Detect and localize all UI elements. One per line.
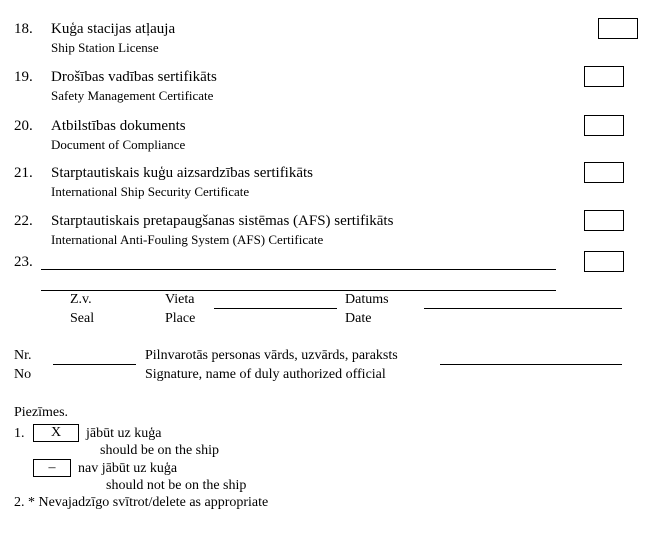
item-22-number: 22.	[14, 213, 33, 229]
number-label-lv: Nr.	[14, 348, 32, 363]
item-19-english-label: Safety Management Certificate	[51, 88, 214, 103]
item-19-number: 19.	[14, 69, 33, 85]
date-label-lv: Datums	[345, 292, 389, 307]
place-field-line[interactable]	[214, 308, 337, 309]
item-19-latvian-label: Drošības vadības sertifikāts	[51, 69, 217, 85]
item-23-line-1[interactable]	[41, 269, 556, 270]
item-20-checkbox[interactable]	[584, 115, 624, 136]
note-present-marker-box: X	[33, 424, 79, 442]
item-21-latvian-label: Starptautiskais kuģu aizsardzības sertifikāts	[51, 165, 314, 181]
item-21-english-label: International Ship Security Certificate	[51, 184, 250, 199]
number-field-line[interactable]	[53, 364, 136, 365]
item-18-number: 18.	[14, 21, 33, 37]
item-22-english-label: International Anti-Fouling System (AFS) Certificate	[51, 232, 324, 247]
item-21-number: 21.	[14, 165, 33, 181]
signature-label-en: Signature, name of duly authorized official	[145, 367, 386, 382]
number-label-en: No	[14, 367, 32, 382]
date-label-en: Date	[345, 311, 372, 326]
item-20-english-label: Document of Compliance	[51, 137, 186, 152]
note-1-number: 1.	[14, 426, 25, 441]
item-22-checkbox[interactable]	[584, 210, 624, 231]
seal-label-en: Seal	[70, 311, 95, 326]
note-present-lv: jābūt uz kuģa	[86, 426, 162, 441]
item-23-line-2[interactable]	[41, 290, 556, 291]
item-20-latvian-label: Atbilstības dokuments	[51, 118, 186, 134]
item-23-number: 23.	[14, 254, 33, 270]
item-23-checkbox[interactable]	[584, 251, 624, 272]
item-19-checkbox[interactable]	[584, 66, 624, 87]
note-present-en: should be on the ship	[100, 443, 219, 458]
notes-title: Piezīmes.	[14, 405, 69, 420]
date-field-line[interactable]	[424, 308, 622, 309]
place-label-en: Place	[165, 311, 196, 326]
note-absent-lv: nav jābūt uz kuģa	[78, 461, 178, 476]
seal-label-lv: Z.v.	[70, 292, 92, 307]
item-20-number: 20.	[14, 118, 33, 134]
signature-field-line[interactable]	[440, 364, 622, 365]
item-21-checkbox[interactable]	[584, 162, 624, 183]
item-22-latvian-label: Starptautiskais pretapaugšanas sistēmas (AFS) sertifikāts	[51, 213, 394, 229]
signature-label-lv: Pilnvarotās personas vārds, uzvārds, paraksts	[145, 348, 398, 363]
item-18-english-label: Ship Station License	[51, 40, 159, 55]
note-absent-en: should not be on the ship	[106, 478, 247, 493]
item-18-latvian-label: Kuģa stacijas atļauja	[51, 21, 176, 37]
note-2-text: 2. * Nevajadzīgo svītrot/delete as appropriate	[14, 495, 269, 510]
item-18-checkbox[interactable]	[598, 18, 638, 39]
note-absent-marker-box: –	[33, 459, 71, 477]
place-label-lv: Vieta	[165, 292, 195, 307]
